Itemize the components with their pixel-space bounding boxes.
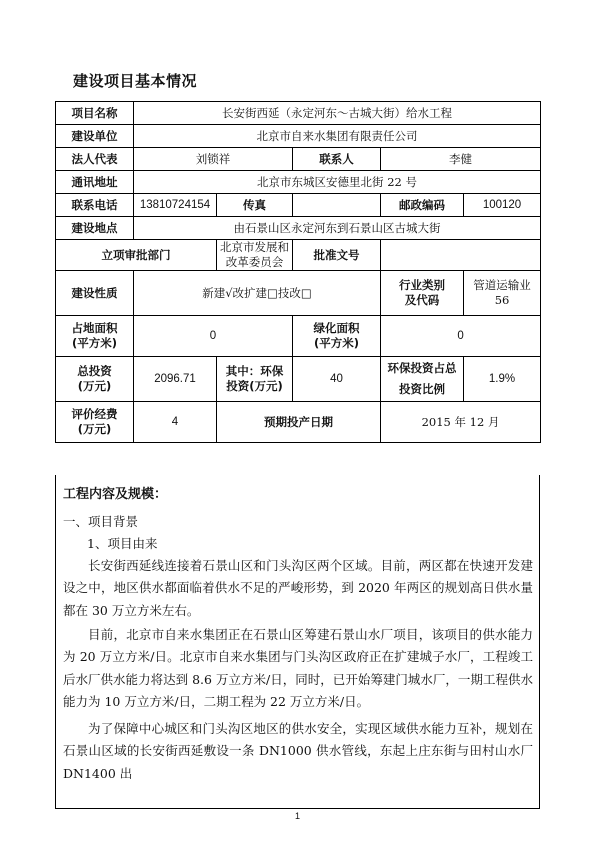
env-invest-label-line1: 其中：环保 [225,364,284,378]
nature-value: 新建√改扩建□技改□ [134,271,381,316]
postcode-value: 100120 [464,194,541,217]
table-row [56,171,541,194]
green-area-value: 0 [381,316,541,357]
land-area-label-line2: (平方米) [71,336,117,350]
address-label: 通讯地址 [56,171,134,194]
location-label: 建设地点 [56,217,134,240]
fax-value [293,194,381,217]
project-name-value: 长安街西延（永定河东～古城大街）给水工程 [134,102,541,125]
industry-label [381,271,464,316]
table-row [56,271,541,316]
eval-fee-label [56,402,134,443]
contact-value: 李健 [381,148,541,171]
total-invest-label [56,357,134,402]
table-row [56,240,541,271]
env-ratio-label-line1: 环保投资占总 [387,361,457,375]
project-info-table [55,101,541,443]
industry-line1: 管道运输业 [473,278,531,292]
eval-fee-label-line2: (万元) [77,422,112,436]
table-row [56,194,541,217]
page-number: 1 [294,811,300,821]
legal-rep-label: 法人代表 [56,148,134,171]
eval-fee-label-line1: 评价经费 [71,407,118,421]
industry-value [464,271,541,316]
industry-label-line2: 及代码 [404,293,440,307]
subsubsection-title: 1、项目由来 [87,536,158,551]
table-row [56,217,541,240]
section-title: 工程内容及规模： [63,487,168,502]
industry-label-line1: 行业类别 [399,278,445,292]
green-area-label [293,316,381,357]
approval-dept-value [217,240,293,271]
page-title: 建设项目基本情况 [73,72,198,90]
phone-value: 13810724154 [134,194,217,217]
env-ratio-label [381,357,464,402]
total-invest-label-line2: (万元) [77,379,112,393]
approval-no-value [381,240,541,271]
table-row [56,402,541,443]
env-invest-label [217,357,293,402]
eval-fee-value: 4 [134,402,217,443]
env-ratio-value: 1.9% [464,357,541,402]
project-name-label: 项目名称 [56,102,134,125]
land-area-label [56,316,134,357]
table-row [56,125,541,148]
approval-no-label: 批准文号 [293,240,381,271]
total-invest-value: 2096.71 [134,357,217,402]
legal-rep-value: 刘锁祥 [134,148,293,171]
table-row [56,148,541,171]
table-row [56,357,541,402]
phone-label: 联系电话 [56,194,134,217]
paragraph-2: 目前，北京市自来水集团正在石景山区筹建石景山水厂项目，该项目的供水能力为 20 万立方米/日。北京市自来水集团与门头沟区政府正在扩建城子水厂，工程竣工后水厂供水能力将达到 8.6 万立方米/日，同时，已开始筹建门城水厂，一期工程供水能力为 10 万立方米/日，二期工程为 22 万立方米/日。 [63,627,533,709]
operation-date-label: 预期投产日期 [217,402,381,443]
paragraph-3: 为了保障中心城区和门头沟区地区的供水安全，实现区域供水能力互补，规划在石景山区域的长安街西延敷设一条 DN1000 供水管线，东起上庄东街与田村山水厂 DN1400 出 [63,721,533,781]
land-area-label-line1: 占地面积 [71,321,118,335]
total-invest-label-line1: 总投资 [77,364,112,378]
operation-date-value: 2015 年 12 月 [381,402,541,443]
address-value: 北京市东城区安德里北街 22 号 [134,171,541,194]
approval-dept-line1: 北京市发展和 [220,240,289,254]
industry-line2: 56 [494,293,510,307]
paragraph-1: 长安街西延线连接着石景山区和门头沟区两个区域。目前，两区都在快速开发建设之中，地区供水都面临着供水不足的严峻形势，到 2020 年两区的规划高日供水量都在 30 万立方米左右。 [63,558,533,618]
subsection-title: 一、项目背景 [63,514,139,529]
env-invest-label-line2: 投资(万元) [226,379,283,393]
land-area-value: 0 [134,316,293,357]
green-area-label-line2: (平方米) [313,336,359,350]
builder-label: 建设单位 [56,125,134,148]
approval-dept-label: 立项审批部门 [56,240,217,271]
env-invest-value: 40 [293,357,381,402]
fax-label: 传真 [217,194,293,217]
green-area-label-line1: 绿化面积 [313,321,360,335]
contact-label: 联系人 [293,148,381,171]
table-row [56,316,541,357]
builder-value: 北京市自来水集团有限责任公司 [134,125,541,148]
table-row [56,102,541,125]
approval-dept-line2: 改革委员会 [225,255,284,269]
location-value: 由石景山区永定河东到石景山区古城大街 [134,217,541,240]
env-ratio-label-line2: 投资比例 [399,382,445,396]
nature-label: 建设性质 [56,271,134,316]
postcode-label: 邮政编码 [381,194,464,217]
